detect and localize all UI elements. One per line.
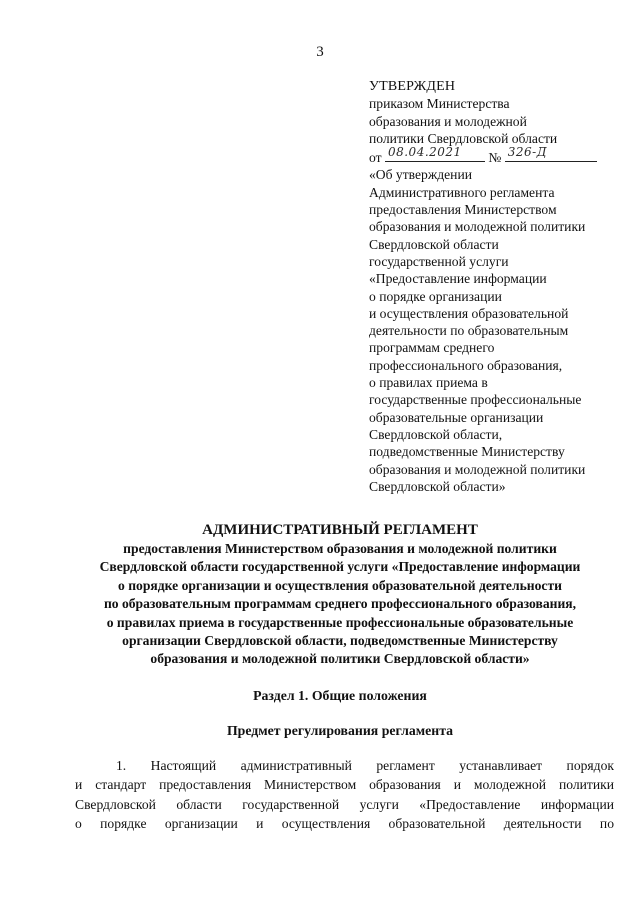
- number-signature-line: [505, 144, 597, 162]
- about-line: подведомственные Министерству: [369, 444, 565, 460]
- handwritten-date: 08.04.2021: [387, 144, 462, 159]
- about-line: Административного регламента: [369, 184, 555, 200]
- about-line: государственной услуги: [369, 253, 509, 269]
- about-line: о порядке организации: [369, 288, 502, 304]
- about-line: о правилах приема в: [369, 375, 488, 391]
- about-line: образовательные организации: [369, 409, 544, 425]
- about-line: образования и молодежной политики: [369, 219, 586, 235]
- subtitle-line: по образовательным программам среднего профессионального образования,: [103, 596, 577, 612]
- approval-date-line: [369, 144, 614, 166]
- body-paragraph: [75, 756, 614, 834]
- body-line: Свердловской области государственной услуги «Предоставление информации: [75, 796, 614, 812]
- about-line: и осуществления образовательной: [369, 305, 569, 321]
- approval-title: УТВЕРЖДЕН: [369, 79, 456, 94]
- body-line: о порядке организации и осуществления образовательной деятельности по: [75, 816, 614, 832]
- handwritten-number: 326-Д: [507, 144, 547, 159]
- subtitle-line: организации Свердловской области, подведомственные Министерству: [122, 633, 558, 649]
- subtitle-line: Свердловской области государственной услуги «Предоставление информации: [99, 559, 581, 575]
- about-line: деятельности по образовательным: [369, 323, 569, 339]
- about-line: Свердловской области,: [369, 426, 503, 442]
- about-line: государственные профессиональные: [369, 392, 582, 408]
- about-line: образования и молодежной политики: [369, 461, 586, 477]
- date-signature-line: [385, 144, 485, 162]
- subject-heading: Предмет регулирования регламента: [226, 723, 454, 738]
- date-prefix: от: [369, 150, 382, 166]
- number-sign: №: [488, 150, 502, 166]
- subtitle-line: предоставления Министерством образования и молодежной политики: [123, 541, 557, 556]
- page-number: 3: [316, 44, 324, 60]
- subtitle-line: о порядке организации и осуществления образовательной деятельности: [118, 577, 562, 593]
- approval-block: [369, 78, 614, 495]
- about-line: Свердловской области: [369, 236, 499, 252]
- regulation-title: АДМИНИСТРАТИВНЫЙ РЕГЛАМЕНТ: [202, 522, 478, 538]
- body-line: и стандарт предоставления Министерством образования и молодежной политики: [75, 777, 614, 793]
- subtitle-line: образования и молодежной политики Свердловской области»: [150, 651, 530, 667]
- approval-line: политики Свердловской области: [369, 130, 558, 146]
- subtitle-line: о правилах приема в государственные профессиональные образовательные: [106, 614, 574, 630]
- body-line: 1. Настоящий административный регламент устанавливает порядок: [116, 758, 614, 773]
- about-line: профессионального образования,: [369, 357, 563, 373]
- approval-line: образования и молодежной: [369, 113, 527, 129]
- section-heading: Раздел 1. Общие положения: [253, 688, 427, 703]
- about-line: программам среднего: [369, 340, 495, 356]
- regulation-subtitle: [40, 540, 640, 669]
- about-line: «Предоставление информации: [369, 271, 547, 287]
- about-line: предоставления Министерством: [369, 202, 557, 218]
- about-line: Свердловской области»: [369, 478, 506, 494]
- about-line: «Об утверждении: [369, 167, 473, 183]
- approval-line: приказом Министерства: [369, 96, 510, 112]
